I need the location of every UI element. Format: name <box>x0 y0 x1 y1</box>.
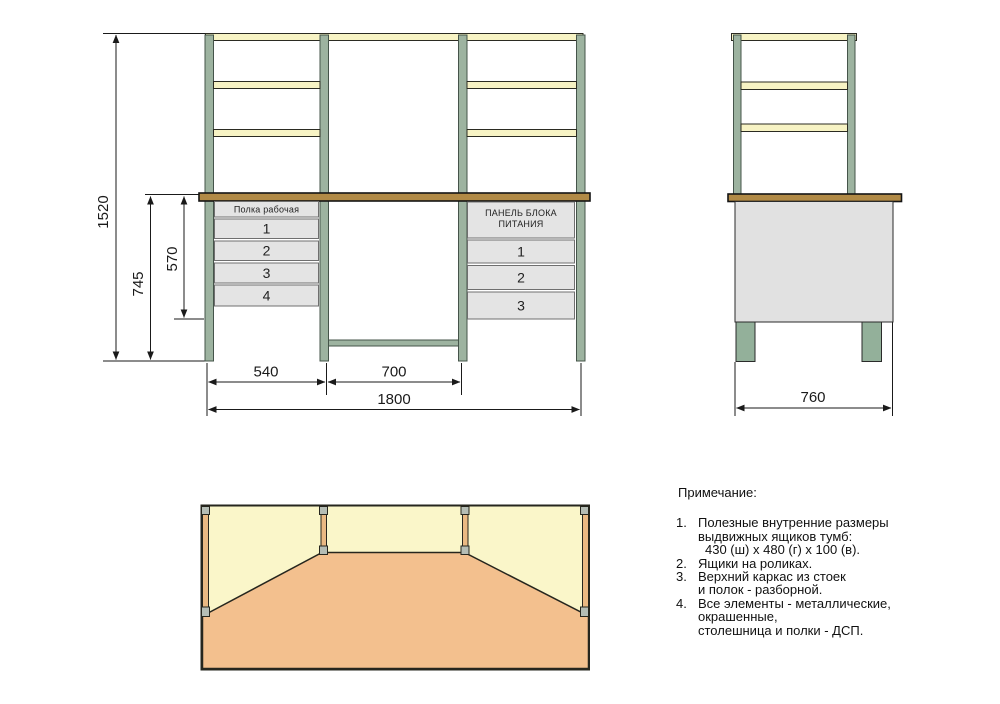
dim-745: 745 <box>130 271 147 297</box>
front-view <box>95 34 590 417</box>
dim-700: 700 <box>381 363 407 381</box>
note-line: Все элементы - металлические, <box>698 595 891 611</box>
front-vertical-dimensions <box>95 35 184 360</box>
front-horizontal-dimensions <box>209 364 580 410</box>
side-view <box>728 34 902 417</box>
left-drawer-tower <box>215 202 319 307</box>
dim-570: 570 <box>164 246 181 272</box>
note-number: 3. <box>676 569 687 585</box>
note-line: выдвижных ящиков тумб: <box>698 528 853 544</box>
crossbar <box>329 340 459 346</box>
notes-title: Примечание: <box>678 485 757 500</box>
perspective-view <box>202 506 590 670</box>
note-item-1 <box>676 516 991 556</box>
left-drawer-2: 2 <box>262 242 271 259</box>
cabinet-body <box>735 202 893 323</box>
left-drawer-1: 1 <box>262 220 271 237</box>
right-drawer-2: 2 <box>517 269 525 286</box>
note-number: 1. <box>676 515 687 531</box>
right-tower-label-line2: ПИТАНИЯ <box>498 219 544 229</box>
left-drawer-4: 4 <box>262 287 271 304</box>
left-drawer-3: 3 <box>262 265 271 281</box>
dim-540: 540 <box>253 363 279 381</box>
side-posts <box>734 35 856 195</box>
side-legs <box>736 322 882 362</box>
note-line: Верхний каркас из стоек <box>698 569 846 585</box>
note-number: 2. <box>676 555 687 571</box>
note-line: Ящики на роликах. <box>698 555 813 571</box>
desktop-side <box>728 194 902 202</box>
notes-block <box>676 486 991 637</box>
dim-1800: 1800 <box>377 391 411 408</box>
note-line: и полок - разборной. <box>698 582 823 598</box>
dim-760: 760 <box>800 389 826 406</box>
side-shelves <box>741 82 848 132</box>
note-number: 4. <box>676 595 687 611</box>
top-shelf <box>206 34 584 41</box>
upper-shelves <box>214 82 577 137</box>
note-line: 430 (ш) х 480 (г) х 100 (в). <box>705 542 861 558</box>
right-drawer-1: 1 <box>517 243 525 260</box>
note-item-3 <box>676 570 991 597</box>
dim-1520: 1520 <box>95 195 112 229</box>
desktop-front <box>199 193 590 201</box>
note-line: Полезные внутренние размеры <box>698 515 889 531</box>
right-drawer-tower <box>468 202 575 319</box>
note-item-2 <box>676 557 991 570</box>
note-item-4 <box>676 597 991 637</box>
right-tower-label-line1: ПАНЕЛЬ БЛОКА <box>485 208 557 218</box>
note-line: столешница и полки - ДСП. <box>698 622 864 638</box>
left-tower-label: Полка рабочая <box>233 204 300 215</box>
note-line: окрашенные, <box>698 609 778 625</box>
right-drawer-3: 3 <box>517 297 525 314</box>
side-top-shelf <box>732 34 857 41</box>
